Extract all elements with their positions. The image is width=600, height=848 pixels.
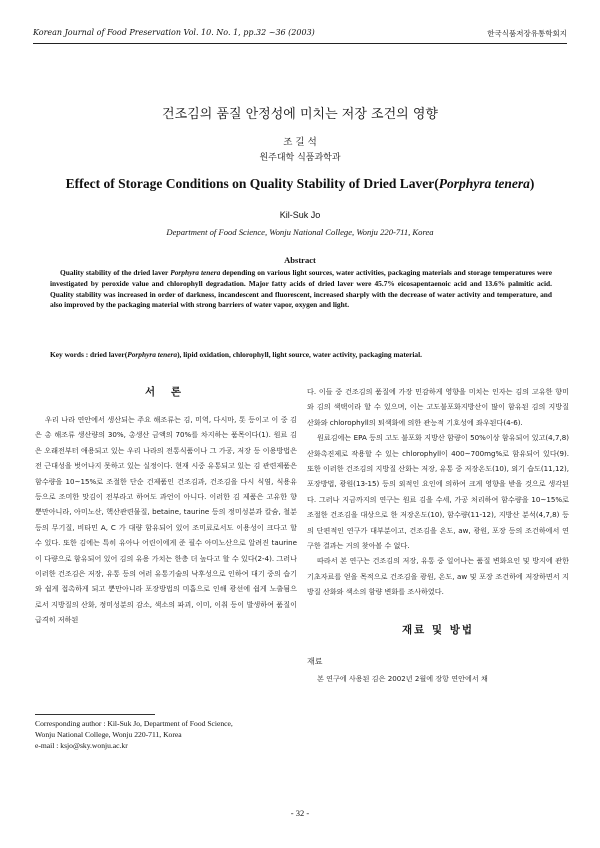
abstract-part1: Quality stability of the dried laver <box>60 268 171 277</box>
introduction-paragraph: 우리 나라 연안에서 생산되는 주요 해조류는 김, 미역, 다시마, 톳 등이고 이 중 김은 총 해조류 생산량의 30%, 총생산 금액의 70%를 차지하는 품목이다(1). 원료 김은 오래전부터 애용되고 있는 우리 나라의 전통식품이나 그 가공, 저장 등 이용방법은 전 근대성을 벗어나지 못하고 있는 실정이다. 현재 시중 유통되고 있는 김 관련제품은 함수량을 10~15%로 조절한 단순 건제품인 건조김과, 건조김을 다시 식염, 식용유 등으로 조미한 맛김이 전부라고 하여도 과언이 아니다. 이러한 김 제품은 고유한 향 뿐만아니라, 아미노산, 핵산관련물질, betaine, taurine 등의 정미성분과 칼슘, 철분 등의 무기질, 비타민 A, C 가 대량 함유되어 있어 조미료로서도 이용성이 크다고 할 수 있다. 또한 김에는 특히 유아나 어린이에게 준 필수 아미노산으로 알려진 taurine이 다량으로 함유되어 있어 김의 유용 가치는 한층 더 높다고 할 수 있다(2-4). 그러나 이러한 건조김은 저장, 유통 등의 여러 유통기술의 낙후성으로 인하여 대기 중의 습기와 쉽게 접촉하게 되고 뿐만아니라 포장방법의 미흡으로 인해 광선에 쉽게 노출됨으로서 지방질의 산화, 정미성분의 감소, 색소의 파괴, 이미, 이취 등이 발생하여 품질이 급격히 저하된 <box>35 415 297 625</box>
corresponding-author-footnote <box>35 718 297 751</box>
introduction-heading: 서 론 <box>145 386 187 398</box>
keywords <box>50 350 552 359</box>
abstract-body <box>50 268 552 311</box>
english-title <box>20 176 580 192</box>
running-header <box>33 28 567 40</box>
keywords-label: Key words : dried laver( <box>50 350 128 359</box>
methods-heading: 재료 및 방법 <box>401 623 475 636</box>
english-author: Kil-Suk Jo <box>279 210 321 220</box>
journal-citation: Korean Journal of Food Preservation Vol. 10. No. 1, pp.32 ~36 (2003) <box>33 28 315 37</box>
korean-affiliation: 원주대학 식품과학과 <box>259 153 341 163</box>
keywords-rest: ), lipid oxidation, chlorophyll, light source, water activity, packaging material. <box>177 350 423 359</box>
right-paragraph-1: 다. 이들 중 건조김의 품질에 가장 민감하게 영향을 미치는 인자는 김의 고유한 향미와 김의 색택이라 할 수 있으며, 이는 고도불포화지방산이 많이 함유된 김의 지방질 산화와 chlorophyll의 퇴색화에 의한 관능적 기호성에 좌우된다(4-6). <box>307 387 569 427</box>
english-title-species: Porphyra tenera <box>438 176 530 191</box>
right-paragraph-2: 원료김에는 EPA 등의 고도 불포화 지방산 함량이 50%이상 함유되어 있고(4,7,8) 산화촉진제로 작용할 수 있는 chlorophyll이 400~700mg%로 함유되어 있다(9). 또한 이러한 건조김의 지방질 산화는 저장, 유통 중 저장온도(10), 외기 습도(11,12), 포장방법, 광원(13-15) 등의 외적인 요인에 의하여 크게 영향을 받을 것으로 생각된다. 그러나 지금까지의 연구는 원료 김을 수세, 가공 처리하여 함수량을 10~15%로 조절한 건조김을 대상으로 한 저장온도(10), 함수량(11-12), 지방산 분석(4,7,8) 등의 단편적인 연구가 대부분이고, 건조김을 온도, aw, 광원, 포장 등의 조건하에서 연구한 결과는 거의 찾아볼 수 없다. <box>307 433 569 551</box>
abstract-heading: Abstract <box>284 255 316 265</box>
korean-title: 건조김의 품질 안정성에 미치는 저장 조건의 영향 <box>162 107 438 122</box>
english-title-main: Effect of Storage Conditions on Quality Stability of Dried Laver( <box>65 176 439 191</box>
right-column <box>307 384 569 686</box>
english-title-close: ) <box>529 176 535 191</box>
society-name: 한국식품저장유통학회지 <box>487 29 567 38</box>
abstract-species: Porphyra tenera <box>170 268 221 277</box>
materials-paragraph: 본 연구에 사용된 김은 2002년 2월에 장항 연안에서 채 <box>317 673 488 683</box>
korean-author: 조 길 석 <box>283 137 317 148</box>
keywords-species: Porphyra tenera <box>127 350 178 359</box>
left-column <box>35 380 297 628</box>
footnote-line-1: Corresponding author : Kil-Suk Jo, Department of Food Science, <box>35 719 233 728</box>
abstract-part2: depending on various light sources, water activities, packaging materials and storage temperatures were investigated by peroxide value and chlorophyll degradation. Major fatty acids of dried laver were 45.7% eicosapentaenoic acid and 13.6% palmitic acid. Quality stability was increased in order of darkness, incandescent and fluorescent, increased sharply with the decrease of water activity and temperature, and also improved by the packaging material with strong barriers of water vapor, oxygen and light. <box>50 268 552 310</box>
materials-subheading: 재료 <box>307 656 323 666</box>
english-affiliation: Department of Food Science, Wonju National College, Wonju 220-711, Korea <box>166 227 434 237</box>
footnote-email: e-mail : ksjo@sky.wonju.ac.kr <box>35 741 128 750</box>
footnote-line-2: Wonju National College, Wonju 220-711, Korea <box>35 730 182 739</box>
header-rule <box>33 43 567 44</box>
footnote-rule <box>35 714 155 715</box>
right-paragraph-3: 따라서 본 연구는 건조김의 저장, 유통 중 일어나는 품질 변화요인 및 방지에 관한 기초자료를 얻을 목적으로 건조김을 광원, 온도, aw 및 포장 조건하에 저장하면서 지방질 산화와 색소의 함량 변화를 조사하였다. <box>307 556 569 597</box>
page-number: - 32 - <box>290 808 310 818</box>
